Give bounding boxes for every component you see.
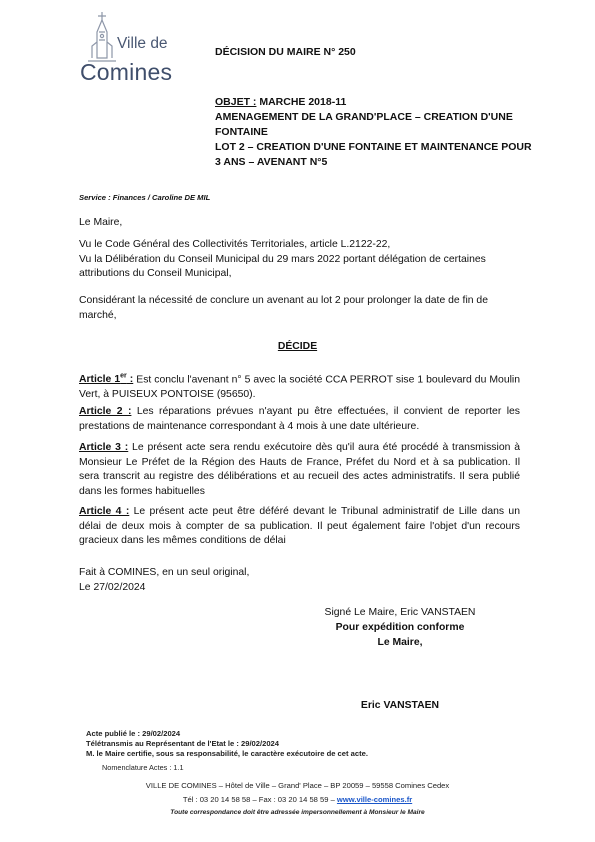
service-line: Service : Finances / Caroline DE MIL — [79, 193, 211, 202]
footer-contact — [0, 795, 595, 804]
vu-code: Vu le Code Général des Collectivités Territoriales, article L.2122-22, — [79, 239, 391, 250]
objet-label: OBJET : — [215, 96, 257, 108]
article-4-text: Le présent acte peut être déféré devant le Tribunal administratif de Lille dans un délai de deux mois à compter de sa publication. Il peut également faire l'objet d'un recours gracieux dans les mêmes conditions de délai — [79, 506, 520, 546]
article-1-text: Est conclu l'avenant n° 5 avec la société CCA PERROT sise 1 boulevard du Moulin Vert, à PUISEUX PONTOISE (95650). — [79, 374, 520, 400]
expedition-line: Pour expédition conforme — [335, 622, 465, 633]
footer-phones: Tél : 03 20 14 58 58 – Fax : 03 20 14 58 59 – — [182, 795, 337, 804]
fait-block — [79, 566, 249, 595]
logo-comines-text: Comines — [80, 59, 173, 85]
le-maire-intro: Le Maire, — [79, 217, 123, 228]
decision-title: DÉCISION DU MAIRE N° 250 — [215, 46, 356, 58]
article-2 — [79, 405, 520, 434]
footer-note: Toute correspondance doit être adressée impersonnellement à Monsieur le Maire — [170, 809, 425, 816]
objet-marche: MARCHE 2018-11 — [259, 96, 347, 108]
footer-address: VILLE DE COMINES – Hôtel de Ville – Grand' Place – BP 20059 – 59558 Comines Cedex — [145, 781, 450, 790]
article-2-label: Article 2 : — [79, 406, 132, 417]
article-3-text: Le présent acte sera rendu exécutoire dès qu'il aura été procédé à transmission à Monsieur Le Préfet de la Région des Hauts de France, Préfet du Nord et à sa publication. Il sera transcrit au registre des délibérations et au recueil des actes administratifs. Il sera publié dans les formes habituelles — [79, 442, 520, 497]
acte-publie: Acte publié le : 29/02/2024 — [86, 729, 181, 738]
signed-line: Signé Le Maire, Eric VANSTAEN — [324, 607, 476, 618]
article-2-text: Les réparations prévues n'ayant pu être effectuées, il convient de reporter les prestations de maintenance correspondant à 4 mois à une date ultérieure. — [79, 406, 520, 432]
le-maire-line: Le Maire, — [377, 637, 423, 648]
website-link[interactable]: www.ville-comines.fr — [336, 795, 413, 804]
acte-teletransmis: Télétransmis au Représentant de l'Etat le : 29/02/2024 — [86, 739, 279, 748]
vu-block — [79, 238, 520, 282]
signatory-name: Eric VANSTAEN — [360, 700, 440, 711]
article-1 — [79, 370, 520, 402]
considerant: Considérant la nécessité de conclure un avenant au lot 2 pour prolonger la date de fin de marché, — [79, 295, 488, 321]
article-1-label: Article 1er : — [79, 373, 134, 386]
fait-line: Fait à COMINES, en un seul original, — [79, 567, 250, 578]
decide-heading: DÉCIDE — [277, 341, 318, 352]
vu-deliberation: Vu la Délibération du Conseil Municipal du 29 mars 2022 portant délégation de certaines attributions du Conseil Municipal, — [79, 253, 486, 279]
article-4 — [79, 505, 520, 549]
date-line: Le 27/02/2024 — [79, 581, 146, 593]
acte-certifie: M. le Maire certifie, sous sa responsabilité, le caractère exécutoire de cet acte. — [86, 749, 368, 758]
acte-block — [86, 729, 368, 759]
article-4-label: Article 4 : — [79, 506, 130, 517]
logo-ville-text: Ville de — [117, 35, 168, 52]
signature-block — [300, 605, 500, 650]
article-3-label: Article 3 : — [79, 442, 129, 453]
nomenclature: Nomenclature Actes : 1.1 — [102, 763, 184, 772]
objet-block — [215, 95, 535, 170]
objet-line-2: AMENAGEMENT DE LA GRAND'PLACE – CREATION D'UNE FONTAINE — [215, 111, 513, 138]
objet-line-3: LOT 2 – CREATION D'UNE FONTAINE ET MAINTENANCE POUR 3 ANS – AVENANT N°5 — [215, 141, 532, 168]
article-3 — [79, 441, 520, 499]
